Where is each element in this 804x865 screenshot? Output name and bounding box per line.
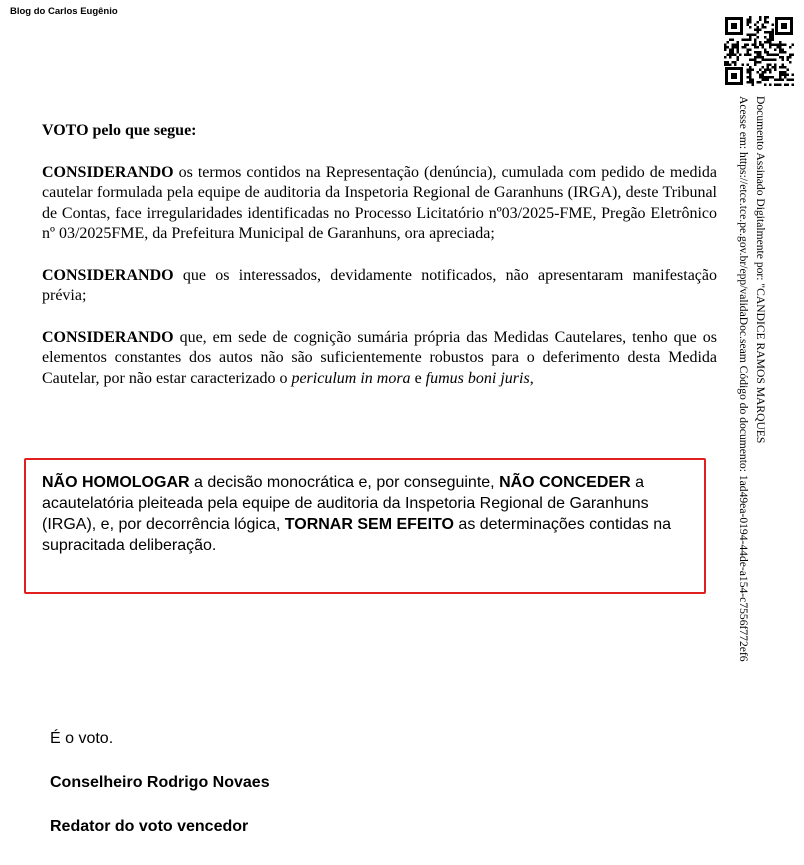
paragraph-text: que os interessados, devidamente notificados, não apresentaram manifestação prévia; [42, 266, 717, 304]
paragraph-text: os termos contidos na Representação (denúncia), cumulada com pedido de medida cautelar formulada pela equipe de auditoria da Inspetoria Regional de Garanhuns (IRGA), deste Tribunal de Contas, face irregularidades identificadas no Processo Licitatório nº03/2025-FME, Pregão Eletrônico nº 03/2025FME, da Prefeitura Municipal de Garanhuns, ora apreciada; [42, 163, 717, 242]
councilor-name: Conselheiro Rodrigo Novaes [50, 774, 270, 791]
considering-paragraph-3 [42, 328, 717, 390]
vote-closing-line: É o voto. [50, 730, 114, 747]
vote-body [42, 121, 717, 410]
latin-term-periculum: periculum in mora [291, 369, 411, 387]
qr-code-icon [724, 16, 794, 86]
considering-keyword: CONSIDERANDO [42, 266, 174, 284]
paragraph-text: que, em sede de cognição sumária própria das Medidas Cautelares, tenho que os elementos constantes dos autos não são suficientemente robustos para o deferimento desta Medida Cautelar, por não estar caracterizado o [42, 328, 717, 387]
decision-not-grant: NÃO CONCEDER [499, 474, 631, 491]
considering-paragraph-1 [42, 163, 717, 245]
paragraph-text: , [529, 369, 534, 387]
considering-keyword: CONSIDERANDO [42, 328, 174, 346]
decision-text: a acautelatória pleiteada pela equipe de auditoria da Inspetoria Regional de Garanhuns (IRGA), e, por decorrência lógica, [42, 474, 649, 533]
blog-title: Blog do Carlos Eugênio [10, 6, 118, 17]
considering-keyword: CONSIDERANDO [42, 163, 174, 181]
paragraph-text: e [410, 369, 426, 387]
decision-text: as determinações contidas na supracitada deliberação. [42, 516, 671, 554]
considering-paragraph-2 [42, 266, 717, 307]
decision-void: TORNAR SEM EFEITO [284, 516, 454, 533]
signature-line-1: Documento Assinado Digitalmente por: "CANDICE RAMOS MARQUES [754, 96, 767, 444]
signature-line-2: Acesse em: https://etce.tce.pe.gov.br/epp/validaDoc.seam Código do documento: 1ad49ea-0194-44de-a154-c7556f772ef6 [737, 96, 750, 662]
councilor-role: Redator do voto vencedor [50, 818, 249, 835]
decision-paragraph [42, 472, 682, 556]
digital-signature-note [733, 96, 769, 706]
latin-term-fumus: fumus boni juris [425, 369, 530, 387]
vote-heading: VOTO pelo que segue: [42, 122, 197, 139]
decision-text: a decisão monocrática e, por conseguinte, [189, 474, 500, 491]
decision-not-homologate: NÃO HOMOLOGAR [42, 474, 190, 491]
